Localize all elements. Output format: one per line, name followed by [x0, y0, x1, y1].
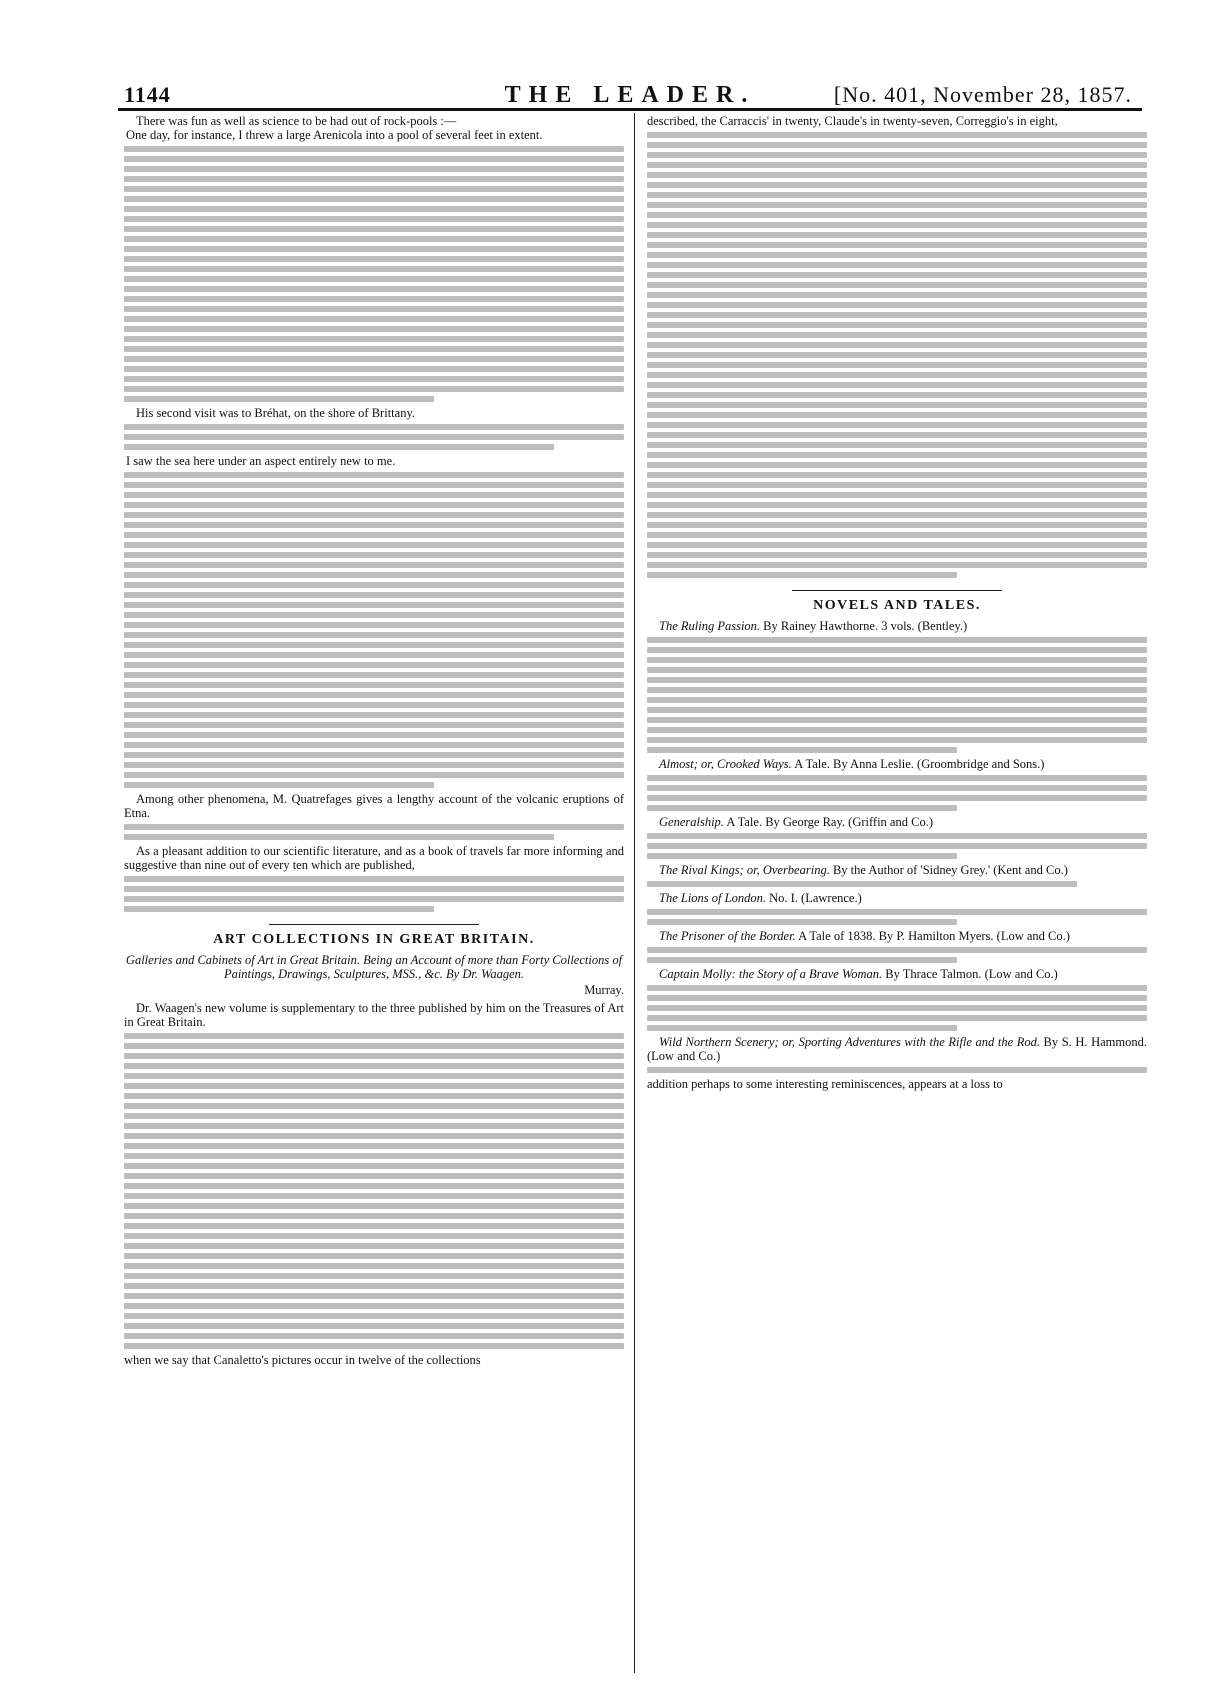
book-title: The Ruling Passion. — [659, 619, 761, 633]
book-subtitle: Galleries and Cabinets of Art in Great Britain. Being an Account of more than Forty Collections of Paintings, Drawings, Sculptures, MSS., &c. By Dr. Waagen. — [125, 953, 623, 981]
book-note: By S. H. Hammond. (Low and Co.) — [647, 1035, 1147, 1063]
book-title: The Prisoner of the Border. — [659, 929, 796, 943]
book-note: By Thrace Talmon. (Low and Co.) — [885, 967, 1058, 981]
paragraph-brehat: His second visit was to Bréhat, on the shore of Brittany. — [136, 406, 416, 420]
book-title: The Rival Kings; or, Overbearing. — [659, 863, 830, 877]
book-title: Captain Molly: the Story of a Brave Woman. — [659, 967, 883, 981]
quote-opening: One day, for instance, I threw a large Arenicola into a pool of several feet in extent. — [126, 128, 543, 142]
left-column — [124, 114, 624, 1672]
book-note: By the Author of 'Sidney Grey.' (Kent and Co.) — [832, 863, 1068, 877]
book-note: A Tale of 1838. By P. Hamilton Myers. (Low and Co.) — [798, 929, 1070, 943]
column-closing-line: when we say that Canaletto's pictures occur in twelve of the collections — [124, 1353, 481, 1367]
paragraph-etna: Among other phenomena, M. Quatrefages gives a lengthy account of the volcanic eruptions of Etna. — [124, 792, 624, 820]
section-rule — [792, 590, 1002, 591]
book-title: The Lions of London. — [659, 891, 766, 905]
book-entry — [647, 619, 1147, 753]
paragraph-intro: There was fun as well as science to be had out of rock-pools :— — [136, 114, 457, 128]
book-title: Wild Northern Scenery; or, Sporting Adventures with the Rifle and the Rod. — [659, 1035, 1040, 1049]
masthead-rule — [118, 108, 1142, 111]
quote-block-rockpool — [124, 128, 624, 402]
book-entry — [647, 815, 1147, 859]
page-number: 1144 — [124, 82, 171, 107]
column-divider — [634, 113, 635, 1673]
book-note: No. I. (Lawrence.) — [769, 891, 862, 905]
book-entry — [647, 757, 1147, 811]
book-entry — [647, 967, 1147, 1031]
paragraph-conclusion: As a pleasant addition to our scientific literature, and as a book of travels far more informing and suggestive than nine out of every ten which are published, — [124, 844, 624, 872]
section-heading-novels: NOVELS AND TALES. — [813, 598, 981, 613]
book-entry — [647, 1035, 1147, 1091]
book-publisher: Murray. — [584, 983, 624, 997]
book-title: Generalship. — [659, 815, 724, 829]
publication-title: THE LEADER. — [504, 82, 756, 108]
book-entry — [647, 891, 1147, 925]
continued-text: described, the Carraccis' in twenty, Claude's in twenty-seven, Correggio's in eight, — [647, 114, 1058, 128]
column-closing-line: addition perhaps to some interesting reminiscences, appears at a loss to — [647, 1077, 1003, 1091]
issue-date: [No. 401, November 28, 1857. — [833, 82, 1132, 107]
section-heading-art-collections: ART COLLECTIONS IN GREAT BRITAIN. — [213, 932, 535, 947]
quote-block-sea — [124, 454, 624, 788]
book-note: By Rainey Hawthorne. 3 vols. (Bentley.) — [763, 619, 968, 633]
book-title: Almost; or, Crooked Ways. — [659, 757, 792, 771]
section-rule — [269, 924, 479, 925]
book-note: A Tale. By Anna Leslie. (Groombridge and Sons.) — [794, 757, 1045, 771]
book-note: A Tale. By George Ray. (Griffin and Co.) — [726, 815, 933, 829]
article-opening: Dr. Waagen's new volume is supplementary to the three published by him on the Treasures of Art in Great Britain. — [124, 1001, 624, 1029]
book-entry — [647, 863, 1147, 887]
book-entry — [647, 929, 1147, 963]
quote-opening: I saw the sea here under an aspect entirely new to me. — [126, 454, 396, 468]
right-column — [647, 114, 1147, 1672]
masthead — [118, 82, 1142, 110]
